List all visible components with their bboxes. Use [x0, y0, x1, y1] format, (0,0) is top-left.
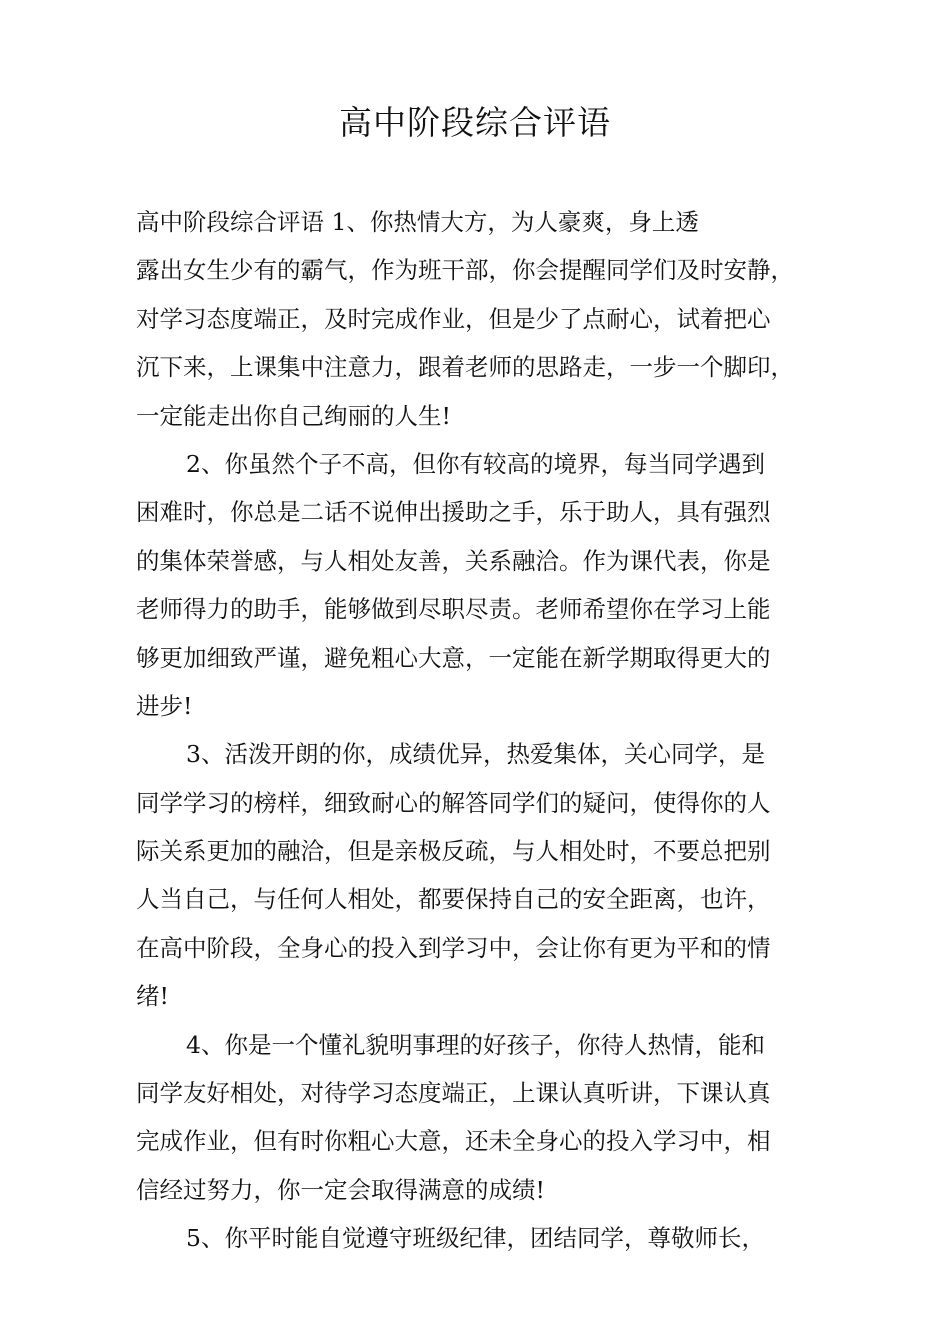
paragraph-line: 进步! — [136, 691, 193, 720]
document-title: 高中阶段综合评语 — [339, 103, 611, 142]
paragraph-line: 在高中阶段，全身心的投入到学习中，会让你有更为平和的情 — [136, 933, 771, 962]
paragraph-line: 高中阶段综合评语 1、你热情大方，为人豪爽，身上透 — [136, 208, 699, 236]
paragraph-line: 信经过努力，你一定会取得满意的成绩! — [136, 1175, 545, 1204]
paragraph-line: 2、你虽然个子不高，但你有较高的境界，每当同学遇到 — [186, 449, 765, 478]
paragraph-line: 一定能走出你自己绚丽的人生! — [136, 401, 451, 430]
paragraph-line: 够更加细致严谨，避免粗心大意，一定能在新学期取得更大的 — [136, 643, 771, 672]
paragraph-line: 对学习态度端正，及时完成作业，但是少了点耐心，试着把心 — [136, 304, 771, 333]
paragraph-line: 露出女生少有的霸气，作为班干部，你会提醒同学们及时安静， — [136, 256, 794, 285]
paragraph-line: 的集体荣誉感，与人相处友善，关系融洽。作为课代表，你是 — [136, 546, 771, 575]
paragraph-line: 际关系更加的融洽，但是亲极反疏，与人相处时，不要总把别 — [136, 837, 771, 866]
paragraph-line: 人当自己，与任何人相处，都要保持自己的安全距离，也许， — [136, 885, 771, 914]
document-body — [136, 198, 836, 1263]
paragraph-line: 同学友好相处，对待学习态度端正，上课认真听讲，下课认真 — [136, 1079, 771, 1108]
paragraph-line: 困难时，你总是二话不说伸出援助之手，乐于助人，具有强烈 — [136, 498, 771, 527]
paragraph-line: 4、你是一个懂礼貌明事理的好孩子，你待人热情，能和 — [186, 1030, 765, 1059]
paragraph-line: 老师得力的助手，能够做到尽职尽责。老师希望你在学习上能 — [136, 595, 771, 624]
paragraph-line: 3、活泼开朗的你，成绩优异，热爱集体，关心同学，是 — [186, 740, 765, 769]
paragraph-line: 绪! — [136, 982, 169, 1011]
paragraph-line: 同学学习的榜样，细致耐心的解答同学们的疑问，使得你的人 — [136, 788, 771, 817]
paragraph-line: 沉下来，上课集中注意力，跟着老师的思路走，一步一个脚印， — [136, 353, 794, 382]
paragraph-line: 完成作业，但有时你粗心大意，还未全身心的投入学习中，相 — [136, 1127, 771, 1156]
paragraph-line: 5、你平时能自觉遵守班级纪律，团结同学，尊敬师长， — [186, 1224, 765, 1253]
